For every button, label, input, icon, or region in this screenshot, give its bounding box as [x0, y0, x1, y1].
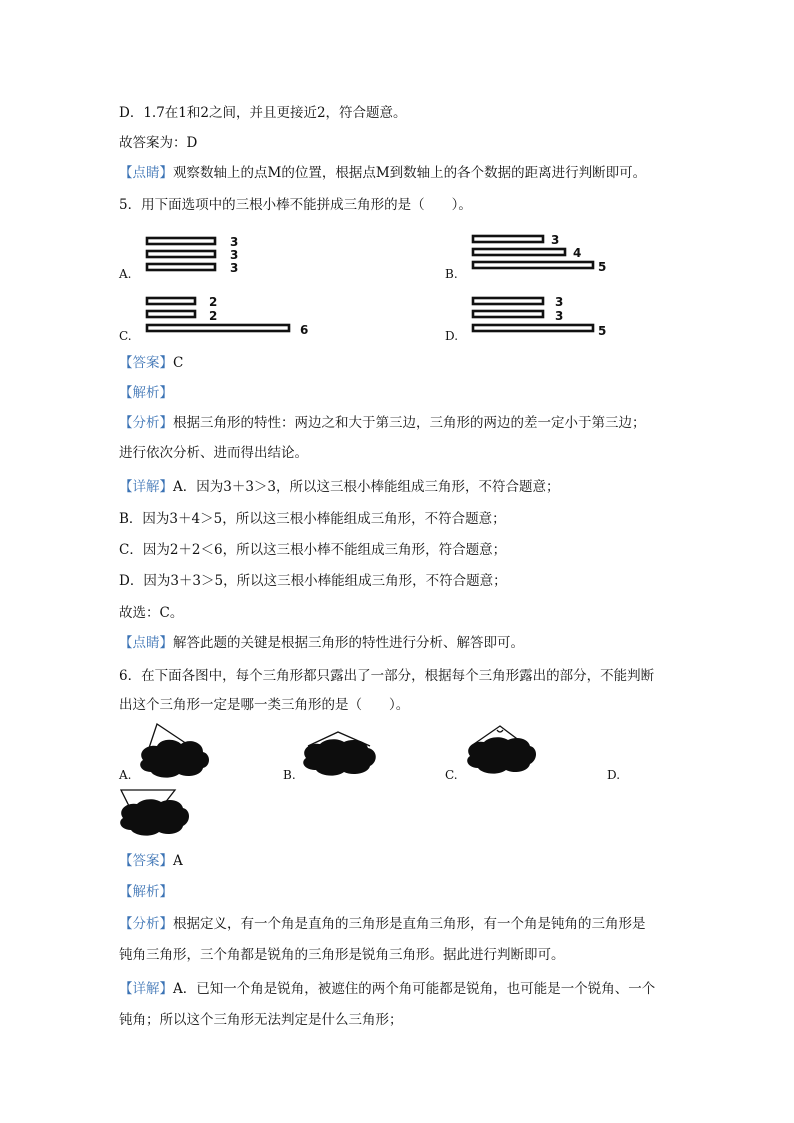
xiangjie-6-tag: 【详解】 [119, 981, 173, 997]
dianjing-5-text: 解答此题的关键是根据三角形的特性进行分析、解答即可。 [173, 635, 524, 651]
q5-option-a-figure [140, 232, 250, 278]
q6-option-a-label: A. [119, 768, 132, 782]
q5-d-stick3-label: 5 [598, 324, 607, 338]
fenxi-6-text1: 根据定义，有一个角是直角的三角形是直角三角形，有一个角是钝角的三角形是 [173, 916, 646, 932]
xiangjie-5-a [119, 478, 560, 496]
fenxi-5-line2: 进行依次分析、进而得出结论。 [119, 445, 308, 461]
q5-option-b-label: B. [445, 267, 458, 281]
answer-6 [119, 852, 183, 870]
q5-b-stick2-label: 4 [573, 246, 582, 260]
q5-c-stick2-label: 2 [209, 309, 218, 323]
q6-option-c-label: C. [445, 768, 458, 782]
question-6-line2: 出这个三角形一定是哪一类三角形的是（ ）。 [119, 697, 410, 713]
q6-b-cloud [303, 739, 376, 775]
fenxi-5-tag: 【分析】 [119, 415, 173, 431]
q5-b-stick3-label: 5 [598, 260, 607, 274]
jiexi-6-heading: 【解析】 [119, 884, 173, 900]
q6-option-c-figure [462, 722, 542, 778]
guxuan-5: 故选：C。 [119, 605, 184, 621]
fenxi-5-line1 [119, 414, 646, 432]
q5-option-c-label: C. [119, 329, 132, 343]
xiangjie-6-line2: 钝角；所以这个三角形无法判定是什么三角形； [119, 1012, 403, 1028]
dianjing-line [119, 164, 646, 182]
xiangjie-5-tag: 【详解】 [119, 479, 173, 495]
fenxi-6-tag: 【分析】 [119, 916, 173, 932]
xiangjie-6-text1: A．已知一个角是锐角，被遮住的两个角可能都是锐角，也可能是一个锐角、一个 [173, 981, 656, 997]
dianjing-5-tag: 【点睛】 [119, 635, 173, 651]
q5-option-d-figure [466, 292, 616, 340]
q5-a-stick3-label: 3 [230, 261, 239, 275]
q5-d-stick2-label: 3 [555, 309, 564, 323]
xiangjie-5-c: C．因为2＋2＜6，所以这三根小棒不能组成三角形，符合题意； [119, 542, 507, 558]
question-5: 5．用下面选项中的三根小棒不能拼成三角形的是（ ）。 [119, 197, 472, 213]
q6-option-d-figure [115, 788, 195, 844]
q5-d-stick1-label: 3 [555, 295, 564, 309]
q5-option-a-label: A. [119, 267, 132, 281]
q6-d-cloud [120, 799, 189, 835]
q5-c-stick3-label: 6 [300, 323, 309, 337]
answer-5-text: C [173, 355, 184, 371]
fenxi-6-line2: 钝角三角形，三个角都是锐角的三角形是锐角三角形。据此进行判断即可。 [119, 947, 565, 963]
xiangjie-5-a-text: A．因为3＋3＞3，所以这三根小棒能组成三角形，不符合题意； [173, 479, 560, 495]
q5-option-b-figure [466, 230, 616, 278]
xiangjie-5-b: B．因为3＋4＞5，所以这三根小棒能组成三角形，不符合题意； [119, 511, 506, 527]
q6-option-d-label: D. [607, 768, 621, 782]
q5-option-c-figure [140, 292, 320, 338]
answer-6-tag: 【答案】 [119, 853, 173, 869]
answer-5 [119, 354, 183, 372]
q5-b-stick1-label: 3 [551, 233, 560, 247]
line-d-conclusion: D．1.7在1和2之间，并且更接近2，符合题意。 [119, 105, 407, 121]
answer-5-tag: 【答案】 [119, 355, 173, 371]
q6-option-a-figure [135, 722, 215, 780]
q5-c-stick1-label: 2 [209, 295, 218, 309]
q5-a-stick1-label: 3 [230, 235, 239, 249]
dianjing-text: 观察数轴上的点M的位置，根据点M到数轴上的各个数据的距离进行判断即可。 [173, 165, 647, 181]
q6-c-angle-mark [497, 730, 503, 732]
xiangjie-5-d: D．因为3＋3＞5，所以这三根小棒能组成三角形，不符合题意； [119, 573, 507, 589]
q5-option-d-label: D. [445, 329, 459, 343]
dianjing-tag: 【点睛】 [119, 165, 173, 181]
fenxi-6-line1 [119, 915, 646, 933]
question-6-line1: 6．在下面各图中，每个三角形都只露出了一部分，根据每个三角形露出的部分，不能判断 [119, 668, 655, 684]
q6-option-b-figure [298, 728, 388, 778]
answer-6-text: A [173, 853, 183, 869]
q6-c-cloud [467, 737, 536, 773]
q5-a-stick2-label: 3 [230, 248, 239, 262]
answer-line-d: 故答案为：D [119, 135, 198, 151]
q6-option-b-label: B. [283, 768, 296, 782]
xiangjie-6-line1 [119, 980, 655, 998]
dianjing-5 [119, 634, 524, 652]
fenxi-5-text1: 根据三角形的特性：两边之和大于第三边，三角形的两边的差一定小于第三边； [173, 415, 646, 431]
jiexi-5-heading: 【解析】 [119, 385, 173, 401]
